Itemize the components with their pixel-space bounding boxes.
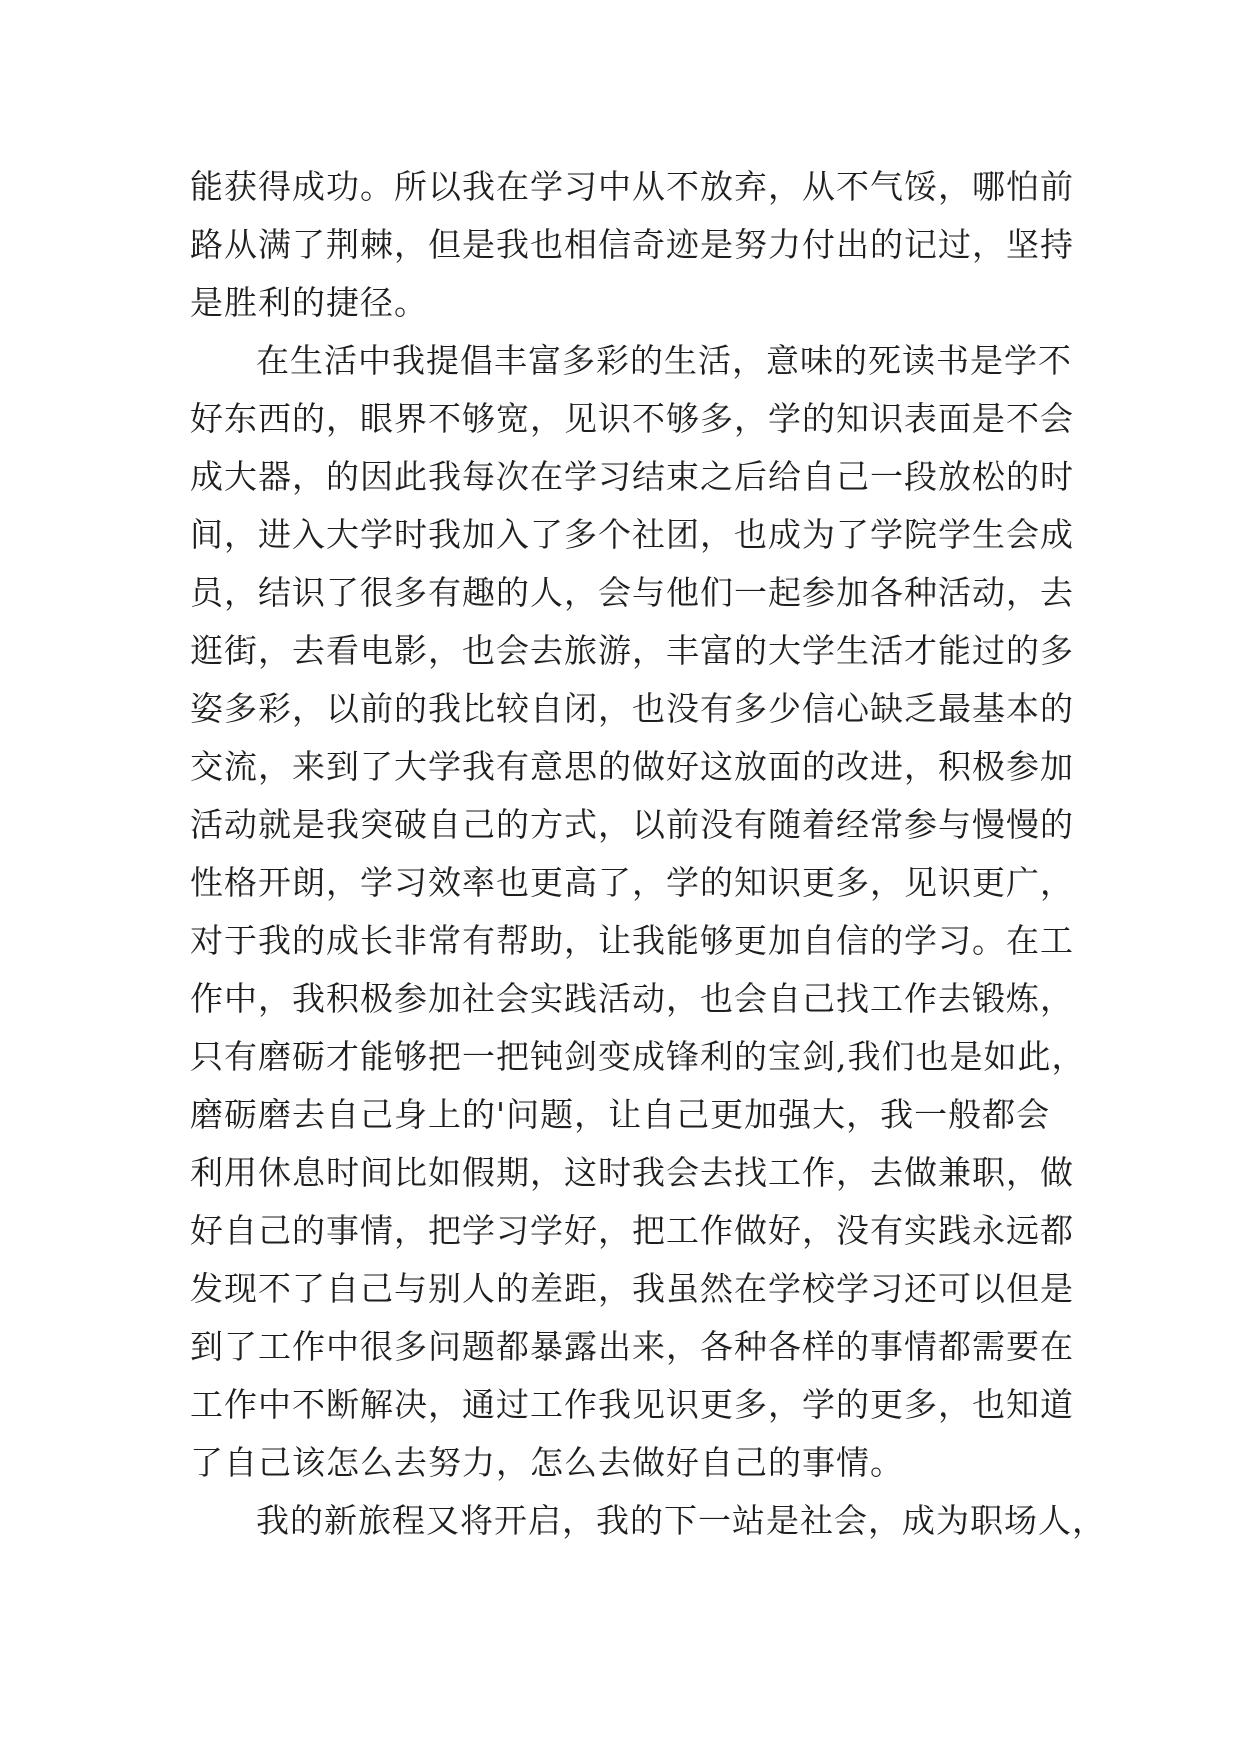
paragraph-start-line: 我的新旅程又将开启，我的下一站是社会，成为职场人， [256,1501,1106,1540]
text-line: 好东西的，眼界不够宽，见识不够多，学的知识表面是不会 [190,399,1074,438]
text-line: 工作中不断解决，通过工作我见识更多，学的更多，也知道 [190,1385,1074,1424]
text-line: 只有磨砺才能够把一把钝剑变成锋利的宝剑,我们也是如此， [190,1037,1086,1076]
text-line: 交流，来到了大学我有意思的做好这放面的改进，积极参加 [190,747,1074,786]
text-line: 活动就是我突破自己的方式，以前没有随着经常参与慢慢的 [190,805,1074,844]
text-line: 逛街，去看电影，也会去旅游，丰富的大学生活才能过的多 [190,631,1074,670]
text-line: 成大器，的因此我每次在学习结束之后给自己一段放松的时 [190,457,1074,496]
text-line: 了自己该怎么去努力，怎么去做好自己的事情。 [190,1443,904,1482]
text-line: 发现不了自己与别人的差距，我虽然在学校学习还可以但是 [190,1269,1074,1308]
text-line: 利用休息时间比如假期，这时我会去找工作，去做兼职，做 [190,1153,1074,1192]
text-line: 员，结识了很多有趣的人，会与他们一起参加各种活动，去 [190,573,1074,612]
paragraph-start-line: 在生活中我提倡丰富多彩的生活，意味的死读书是学不 [256,341,1072,380]
text-line: 间，进入大学时我加入了多个社团，也成为了学院学生会成 [190,515,1074,554]
body-text [190,158,1106,1550]
text-line: 路从满了荆棘，但是我也相信奇迹是努力付出的记过，坚持 [190,225,1074,264]
text-line: 性格开朗，学习效率也更高了，学的知识更多，见识更广， [190,863,1074,902]
text-line: 磨砺磨去自己身上的'问题，让自己更加强大，我一般都会 [190,1095,1051,1134]
text-line: 是胜利的捷径。 [190,283,428,322]
text-line: 对于我的成长非常有帮助，让我能够更加自信的学习。在工 [190,921,1074,960]
text-line: 作中，我积极参加社会实践活动，也会自己找工作去锻炼， [190,979,1074,1018]
text-line: 能获得成功。所以我在学习中从不放弃，从不气馁，哪怕前 [190,167,1074,206]
text-line: 好自己的事情，把学习学好，把工作做好，没有实践永远都 [190,1211,1074,1250]
text-line: 姿多彩，以前的我比较自闭，也没有多少信心缺乏最基本的 [190,689,1074,728]
text-line: 到了工作中很多问题都暴露出来，各种各样的事情都需要在 [190,1327,1074,1366]
